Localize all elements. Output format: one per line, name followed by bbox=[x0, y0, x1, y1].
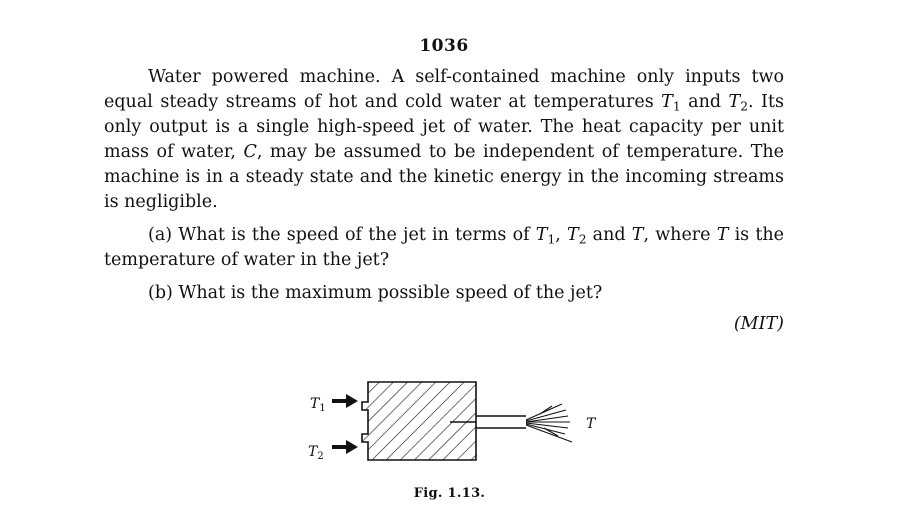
label-t2: $T_2$ bbox=[308, 444, 324, 462]
problem-intro: Water powered machine. A self-contained machine only inputs two equal steady streams of hot and cold water at temperatures $T_1$ and $T_2$. Its only output is a single high-speed jet of water. The heat capacity per unit mass of water, C, may be assumed to be independent of temperature. The machine is in a steady state and the kinetic energy in the incoming streams is negligible. bbox=[104, 67, 785, 212]
source-citation: (MIT) bbox=[733, 314, 784, 334]
machine-diagram bbox=[300, 376, 600, 466]
water-jet-spray bbox=[526, 404, 572, 442]
problem-page bbox=[104, 34, 784, 337]
question-b: (b) What is the maximum possible speed of the jet? bbox=[148, 283, 603, 303]
input-arrow-hot bbox=[332, 394, 358, 408]
label-t: T bbox=[586, 416, 596, 432]
figure-caption: Fig. 1.13. bbox=[413, 486, 486, 501]
input-arrow-cold bbox=[332, 440, 358, 454]
question-a: (a) What is the speed of the jet in terms of $T_1$, $T_2$ and T, where T is the temperature of water in the jet? bbox=[104, 225, 784, 270]
label-t1: $T_1$ bbox=[310, 396, 326, 414]
machine-body bbox=[362, 382, 476, 460]
problem-number: 1036 bbox=[419, 36, 469, 56]
